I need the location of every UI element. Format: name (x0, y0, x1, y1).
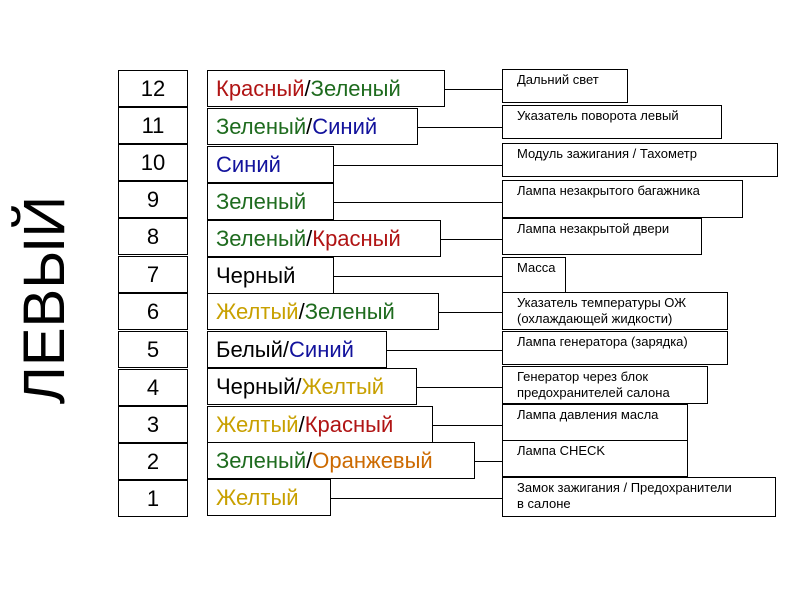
function-label (502, 292, 728, 330)
function-label (502, 69, 628, 103)
wire-color-segment: Красный (304, 411, 394, 437)
connector-line (475, 461, 502, 462)
connector-line (387, 350, 502, 351)
pin-number: 4 (118, 369, 188, 406)
pin-number: 10 (118, 144, 188, 181)
connector-line (417, 387, 502, 388)
function-label-line: Дальний свет (517, 72, 599, 87)
function-label-line: Модуль зажигания / Тахометр (517, 146, 697, 161)
pin-number: 8 (118, 218, 188, 255)
wire-color-segment: Синий (289, 336, 354, 362)
wire-color-box (207, 183, 334, 220)
wire-color-segment: Красный (312, 225, 401, 251)
function-label-line: Лампа незакрытого багажника (517, 183, 700, 198)
wire-color-box (207, 442, 475, 479)
connector-line (433, 425, 502, 426)
wire-color-box (207, 479, 331, 516)
function-label-line: предохранителей салона (517, 385, 670, 400)
wire-color-box (207, 70, 445, 107)
wire-color-segment: Зеленый (216, 113, 307, 139)
wire-color-box (207, 293, 439, 330)
function-label-line: в салоне (517, 496, 571, 511)
side-label: ЛЕВЫЙ (12, 195, 77, 405)
wire-color-segment: Зеленый (216, 188, 307, 214)
function-label (502, 143, 778, 177)
connector-line (331, 498, 502, 499)
pin-number: 3 (118, 406, 188, 443)
function-label (502, 404, 688, 442)
wire-color-segment: Зеленый (310, 75, 401, 101)
wire-color-segment: / (282, 336, 290, 362)
function-label-line: Лампа CHECK (517, 443, 606, 458)
wire-color-segment: Зеленый (216, 225, 307, 251)
function-label (502, 105, 722, 139)
wire-color-segment: Красный (216, 75, 305, 101)
connector-line (334, 202, 502, 203)
connector-line (418, 127, 502, 128)
function-label (502, 440, 688, 477)
wire-color-box (207, 331, 387, 368)
wire-color-box (207, 108, 418, 145)
pin-number: 2 (118, 443, 188, 480)
connector-line (334, 276, 502, 277)
wire-color-segment: Оранжевый (312, 447, 433, 473)
pin-number: 6 (118, 293, 188, 330)
function-label-line: (охлаждающей жидкости) (517, 311, 673, 326)
wire-color-segment: / (295, 373, 302, 399)
function-label-line: Замок зажигания / Предохранители (517, 480, 732, 495)
function-label-line: Лампа генератора (зарядка) (517, 334, 688, 349)
function-label (502, 180, 743, 218)
pin-number: 9 (118, 181, 188, 218)
wire-color-segment: Черный (216, 373, 296, 399)
wire-color-box (207, 406, 433, 443)
function-label-line: Лампа незакрытой двери (517, 221, 670, 236)
wire-color-segment: Желтый (216, 411, 299, 437)
wire-color-segment: Белый (216, 336, 283, 362)
wire-color-box (207, 257, 334, 294)
pin-number: 5 (118, 331, 188, 368)
function-label (502, 477, 776, 517)
function-label-line: Генератор через блок (517, 369, 649, 384)
wire-color-segment: Зеленый (216, 447, 307, 473)
function-label-line: Лампа давления масла (517, 407, 659, 422)
wire-color-segment: Желтый (216, 298, 299, 324)
wire-color-segment: / (304, 75, 311, 101)
function-label-line: Указатель поворота левый (517, 108, 679, 123)
connector-line (334, 165, 502, 166)
wire-color-segment: / (306, 225, 313, 251)
pin-number: 1 (118, 480, 188, 517)
wire-color-box (207, 146, 334, 183)
function-label (502, 366, 708, 404)
wire-color-segment: Желтый (301, 373, 385, 399)
connector-line (439, 312, 502, 313)
wire-color-segment: Желтый (216, 484, 299, 510)
pin-number: 12 (118, 70, 188, 107)
pin-number: 7 (118, 256, 188, 293)
wire-color-box (207, 220, 441, 257)
wire-color-segment: / (298, 298, 305, 324)
wire-color-segment: / (306, 447, 313, 473)
function-label-line: Указатель температуры ОЖ (517, 295, 687, 310)
function-label (502, 257, 566, 293)
pin-number: 11 (118, 107, 188, 144)
wire-color-segment: Синий (216, 151, 281, 177)
wire-color-segment: / (306, 113, 313, 139)
wire-color-box (207, 368, 417, 405)
wire-color-segment: Черный (216, 262, 296, 288)
function-label-line: Масса (517, 260, 556, 275)
function-label (502, 331, 728, 365)
connector-line (441, 239, 502, 240)
connector-line (445, 89, 502, 90)
wire-color-segment: / (298, 411, 305, 437)
wire-color-segment: Синий (312, 113, 378, 139)
wire-color-segment: Зеленый (304, 298, 395, 324)
function-label (502, 218, 702, 255)
